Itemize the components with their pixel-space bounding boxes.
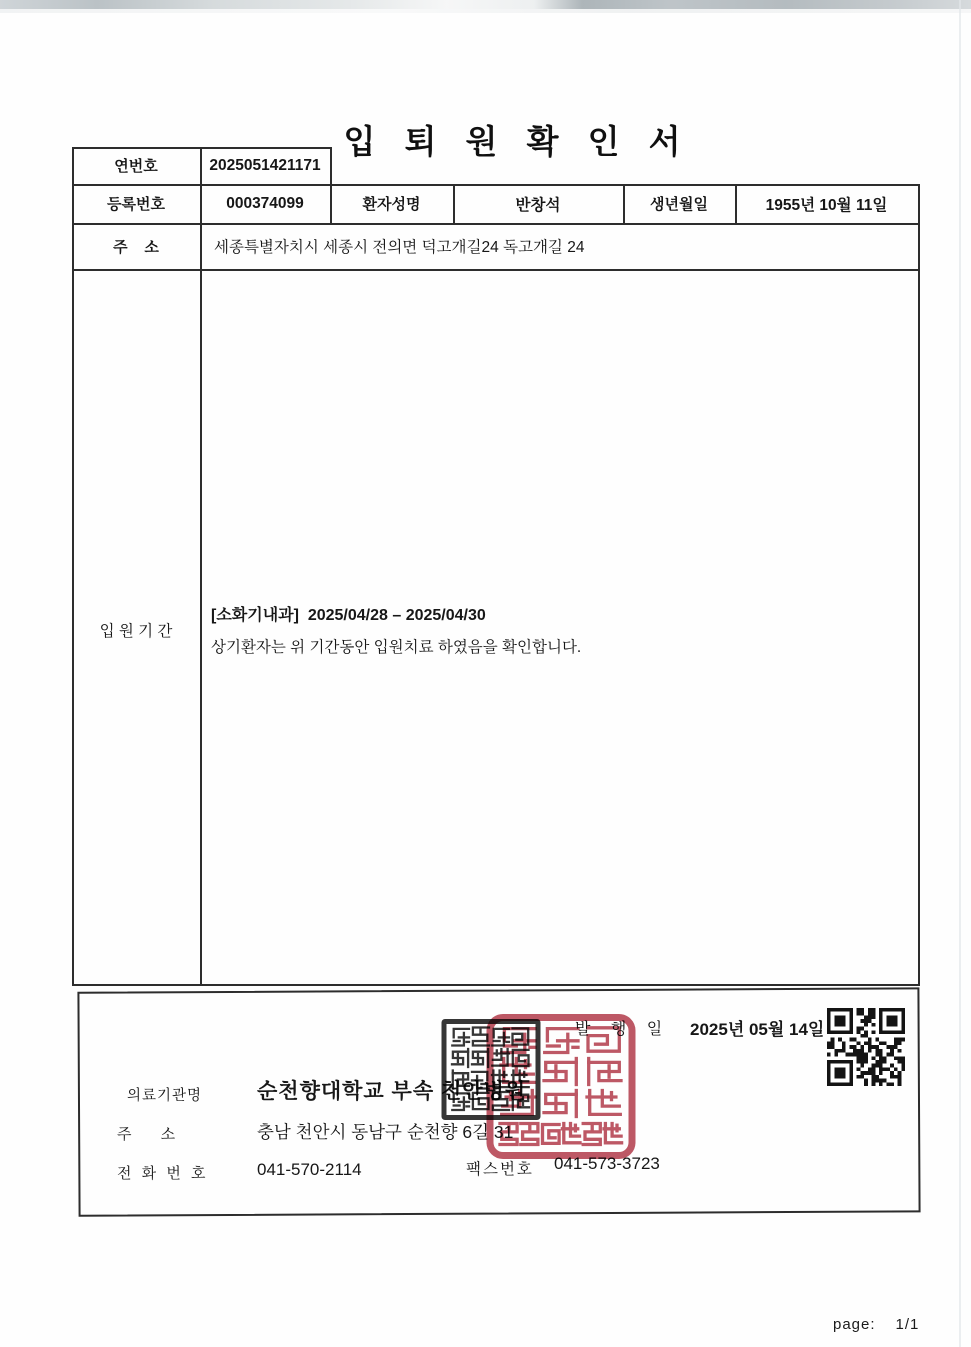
institution-address-value: 충남 천안시 동남구 순천향 6길 31 xyxy=(257,1122,514,1142)
table-line xyxy=(72,147,74,986)
page-indicator-value: 1/1 xyxy=(895,1316,920,1333)
phone-number-label: 전 화 번 호 xyxy=(117,1165,209,1182)
table-line xyxy=(200,147,202,986)
admission-period-label: 입 원 기 간 xyxy=(99,623,173,640)
serial-number-value: 2025051421171 xyxy=(209,156,321,174)
patient-name-label: 환자성명 xyxy=(362,196,421,213)
birth-date-value: 1955년 10월 11일 xyxy=(765,196,888,214)
fax-number-label: 팩스번호 xyxy=(466,1161,534,1178)
scan-artifact-top-band2 xyxy=(0,9,971,13)
issue-date-label: 발 행 일 xyxy=(575,1021,671,1038)
table-line xyxy=(918,184,920,986)
address-value: 세종특별자치시 세종시 전의면 덕고개길24 독고개길 24 xyxy=(214,239,585,256)
serial-number-label: 연번호 xyxy=(114,158,158,175)
address-label: 주 소 xyxy=(113,238,159,256)
qr-code xyxy=(827,1006,905,1088)
registration-number-label: 등록번호 xyxy=(107,196,165,213)
document-title: 입 퇴 원 확 인 서 xyxy=(343,123,691,160)
phone-number-value: 041-570-2114 xyxy=(257,1160,362,1179)
issue-date-value: 2025년 05월 14일 xyxy=(690,1020,825,1039)
page-indicator-label: page: xyxy=(833,1316,876,1333)
admission-confirmation-text: 상기환자는 위 기간동안 입원치료 하였음을 확인합니다. xyxy=(211,639,582,656)
scan-artifact-edge-line xyxy=(959,0,961,1347)
birth-date-label: 생년월일 xyxy=(650,196,708,213)
institution-name-label: 의료기관명 xyxy=(127,1088,203,1104)
fax-number-value: 041-573-3723 xyxy=(554,1154,660,1173)
institution-name-value: 순천향대학교 부속 천안병원 xyxy=(257,1080,527,1103)
admission-period-value: [소화기내과] 2025/04/28 – 2025/04/30 xyxy=(211,607,486,624)
scan-artifact-top-band xyxy=(0,0,971,9)
hospital-seal-red xyxy=(486,1013,636,1160)
registration-number-value: 000374099 xyxy=(226,194,304,212)
page-indicator xyxy=(833,1316,919,1333)
institution-address-label: 주 소 xyxy=(117,1126,176,1143)
patient-name-value: 반창석 xyxy=(515,196,561,214)
